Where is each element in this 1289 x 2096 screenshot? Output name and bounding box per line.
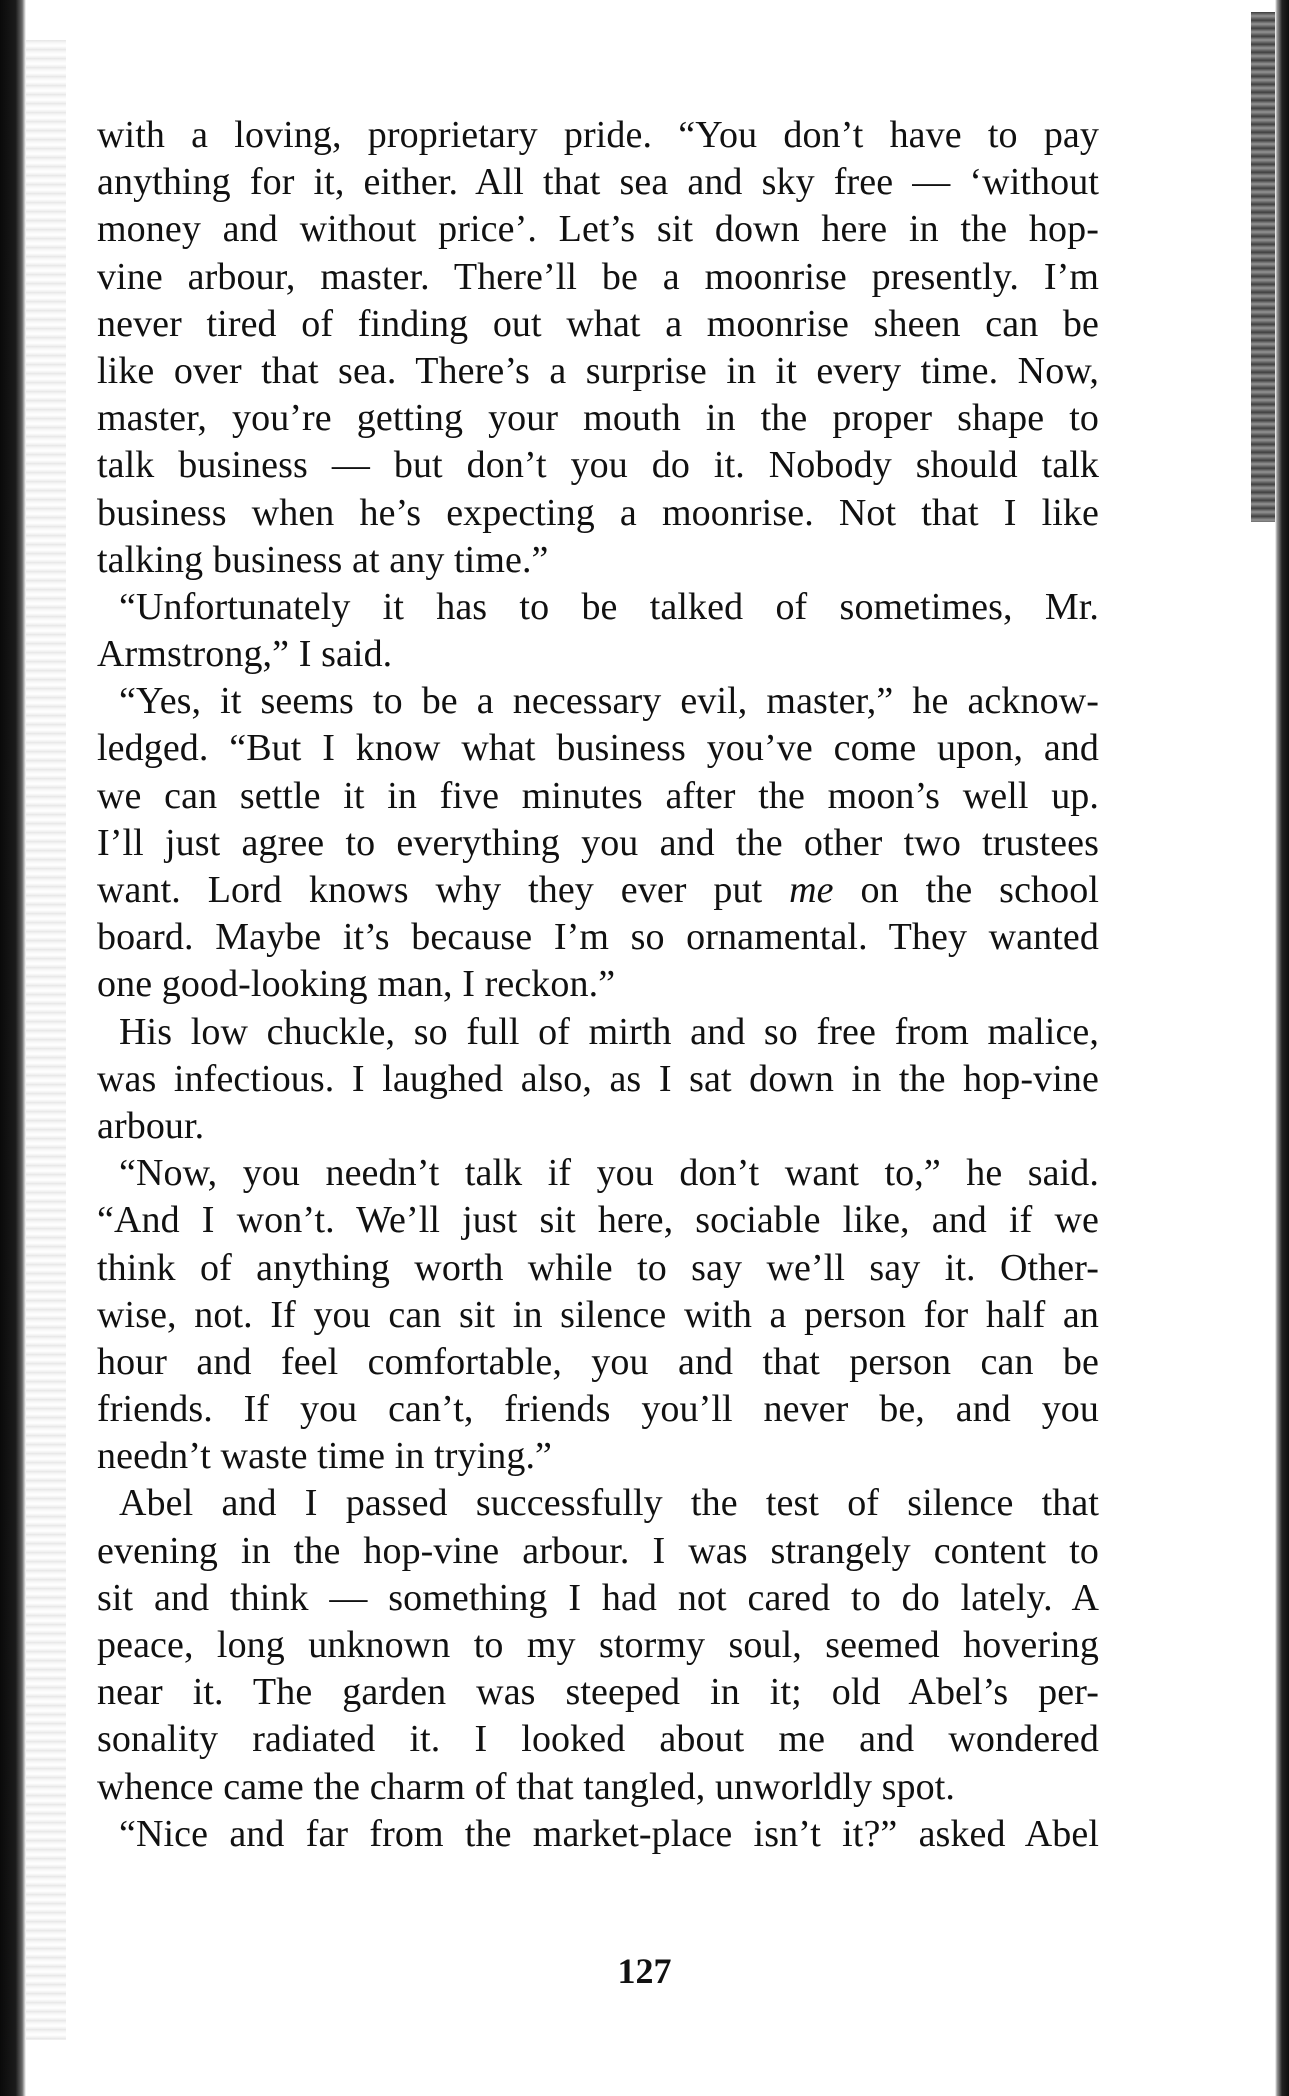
- text-line: think of anything worth while to say we’ll say it. Other-: [97, 1246, 1099, 1289]
- text-line: like over that sea. There’s a surprise in it every time. Now,: [97, 349, 1099, 392]
- text-line: hour and feel comfortable, you and that person can be: [97, 1340, 1099, 1383]
- text-line: board. Maybe it’s because I’m so ornamental. They wanted: [97, 916, 1099, 959]
- text-line: friends. If you can’t, friends you’ll never be, and you: [97, 1388, 1099, 1431]
- text-line: near it. The garden was steeped in it; old Abel’s per-: [97, 1671, 1099, 1714]
- text-line: Abel and I passed successfully the test of silence that: [119, 1482, 1099, 1525]
- text-line: want. Lord knows why they ever put me on the school: [97, 869, 1099, 911]
- emphasis: me: [789, 869, 834, 911]
- text-line: master, you’re getting your mouth in the proper shape to: [97, 397, 1099, 440]
- text-line: evening in the hop-vine arbour. I was strangely content to: [97, 1529, 1099, 1572]
- text-line: “Unfortunately it has to be talked of sometimes, Mr.: [119, 585, 1099, 628]
- text-line: vine arbour, master. There’ll be a moonrise presently. I’m: [97, 255, 1099, 298]
- scan-edge-right: [1275, 0, 1289, 2096]
- text-line: we can settle it in five minutes after the moon’s well up.: [97, 774, 1099, 817]
- text-line: “Yes, it seems to be a necessary evil, master,” he acknow-: [119, 680, 1099, 723]
- text-line: sit and think — something I had not cared to do lately. A: [97, 1576, 1099, 1619]
- text-line: whence came the charm of that tangled, unworldly spot.: [97, 1765, 956, 1808]
- text-line: His low chuckle, so full of mirth and so free from malice,: [119, 1010, 1099, 1053]
- text-line: Armstrong,” I said.: [97, 633, 393, 676]
- scan-edge-speckle: [26, 40, 66, 2040]
- text-line: peace, long unknown to my stormy soul, seemed hovering: [97, 1624, 1099, 1666]
- text-line: business when he’s expecting a moonrise. Not that I like: [97, 491, 1099, 534]
- page-number: 127: [617, 1951, 672, 1991]
- text-line: “And I won’t. We’ll just sit here, sociable like, and if we: [97, 1199, 1099, 1242]
- text-line: sonality radiated it. I looked about me and wondered: [97, 1718, 1099, 1761]
- text-line: anything for it, either. All that sea and sky free — ‘without: [97, 161, 1099, 204]
- text-line: ledged. “But I know what business you’ve come upon, and: [97, 727, 1099, 770]
- text-line: one good-looking man, I reckon.”: [97, 963, 616, 1006]
- body-text: [97, 112, 1099, 1858]
- text-line: arbour.: [97, 1104, 205, 1147]
- text-line: with a loving, proprietary pride. “You don’t have to pay: [97, 114, 1099, 156]
- text-line: I’ll just agree to everything you and the other two trustees: [97, 821, 1099, 864]
- scan-edge-left: [0, 0, 26, 2096]
- text-line: money and without price’. Let’s sit down here in the hop-: [97, 208, 1099, 251]
- text-line: talk business — but don’t you do it. Nobody should talk: [97, 444, 1099, 487]
- text-line: never tired of finding out what a moonrise sheen can be: [97, 302, 1099, 345]
- text-line: “Now, you needn’t talk if you don’t want to,” he said.: [119, 1152, 1099, 1195]
- text-line: was infectious. I laughed also, as I sat down in the hop-vine: [97, 1057, 1099, 1100]
- text-line: wise, not. If you can sit in silence with a person for half an: [97, 1293, 1099, 1336]
- text-line: “Nice and far from the market-place isn’t it?” asked Abel: [119, 1812, 1099, 1855]
- scan-edge-mark: [1251, 12, 1275, 522]
- text-line: needn’t waste time in trying.”: [97, 1435, 553, 1478]
- text-line: talking business at any time.”: [97, 538, 549, 581]
